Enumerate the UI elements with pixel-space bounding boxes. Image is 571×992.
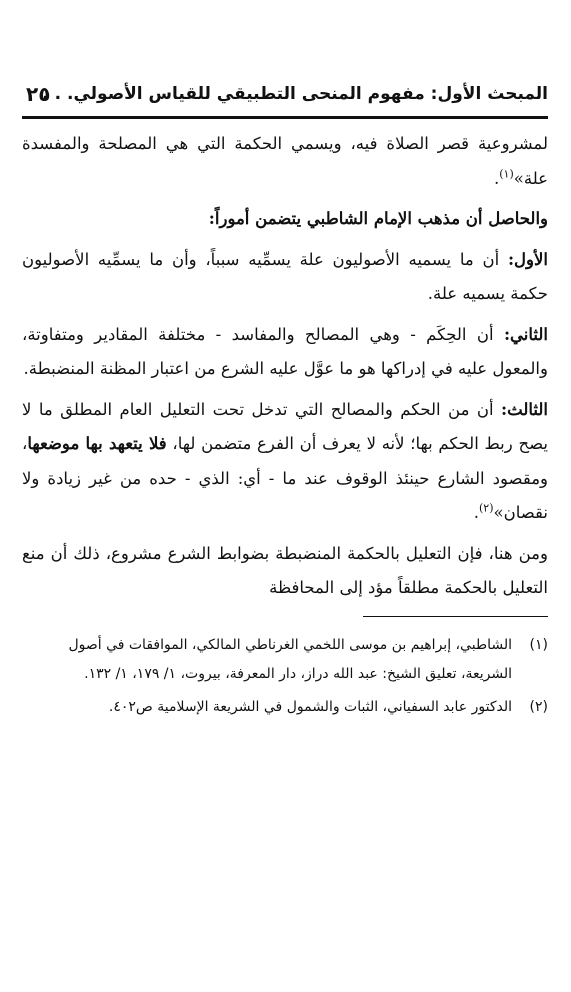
footnote-2 [22,693,548,722]
footnote-text: الشاطبي، إبراهيم بن موسى اللخمي الغرناطي المالكي، الموافقات في أصول الشريعة، تعليق الشيخ: عبد الله دراز، دار المعرفة، بيروت، ١/ ١٧٩، ١/ ١٣٢. [68,636,512,682]
paragraph-4 [22,318,548,387]
running-header [22,70,548,119]
footnotes [22,631,548,722]
main-text [22,127,548,606]
paragraph-end: . [473,503,479,522]
paragraph-6 [22,537,548,606]
paragraph-text: أن ما يسميه الأصوليون علة يسمِّيه سبباً، وأن ما يسمِّيه الأصوليون حكمة يسميه علة. [22,249,548,303]
paragraph-text: أن الحِكَم - وهي المصالح والمفاسد - مختلفة المقادير ومتفاوتة، والمعول عليه في إدراكها هو ما عوَّل عليه الشرع من اعتبار المظنة المنضبطة. [22,324,548,378]
emphasis-text: فلا يتعهد بها موضعها [27,434,167,453]
page-number: ٢٥ [26,82,51,106]
point-label: الثالث: [501,399,548,419]
paragraph-2 [22,202,548,237]
book-page [22,70,548,726]
footnote-divider [363,616,548,617]
paragraph-1 [22,127,548,196]
paragraph-end: . [493,168,500,188]
point-label: الثاني: [503,324,548,344]
paragraph-text: لمشروعية قصر الصلاة فيه، ويسمي الحكمة التي هي المصلحة والمفسدة علة» [22,134,548,188]
paragraph-5 [22,393,548,531]
footnote-text: الدكتور عابد السفياني، الثبات والشمول في الشريعة الإسلامية ص٤٠٢. [108,698,512,715]
paragraph-text: أن من الحكم والمصالح التي تدخل تحت التعليل العام المطلق ما لا يصح ربط الحكم بها؛ لأنه لا يعرف أن الفرع متضمن لها، [22,399,548,453]
paragraph-text: ومن هنا، فإن التعليل بالحكمة المنضبطة بضوابط الشرع مشروع، ذلك أن منع التعليل بالحكمة مطلقاً مؤد إلى المحافظة [22,543,548,597]
chapter-title: المبحث الأول: مفهوم المنحى التطبيقي للقياس الأصولي. . . [42,84,548,104]
footnote-number: (١) [529,636,548,653]
footnote-1 [22,631,548,689]
footnote-ref-2[interactable]: (٢) [478,501,494,515]
footnote-number: (٢) [529,698,548,715]
paragraph-text: ، ومقصود الشارع حينئذ الوقوف عند ما - أي: الذي - حده من غير زيادة ولا نقصان» [22,434,548,522]
footnote-ref-1[interactable]: (١) [499,167,514,180]
paragraph-3 [22,243,548,312]
point-label: الأول: [507,249,548,269]
paragraph-text: والحاصل أن مذهب الإمام الشاطبي يتضمن أموراً: [208,209,548,228]
